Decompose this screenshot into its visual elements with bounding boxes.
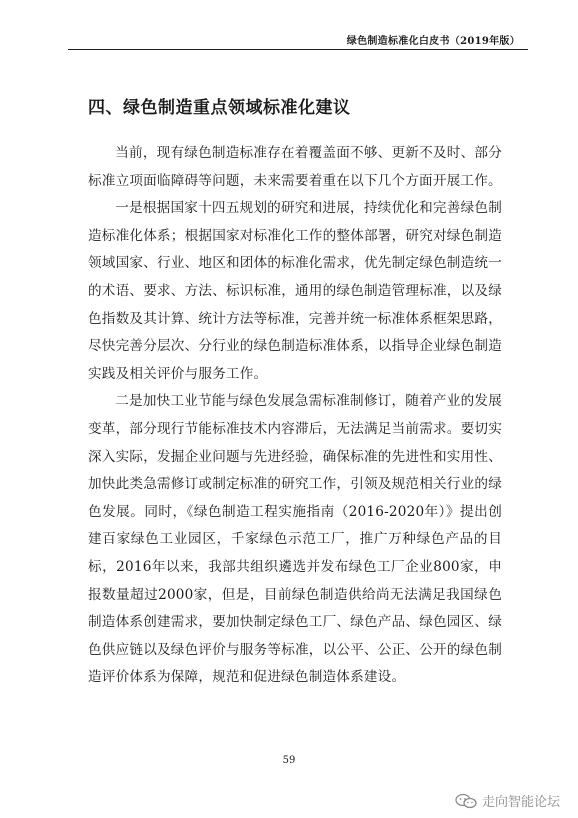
paragraph-second: 二是加快工业节能与绿色发展急需标准制修订，随着产业的发展变革，部分现行节能标准技术内容滞后，无法满足当前需求。要切实深入实际，发掘企业问题与先进经验，确保标准的先进性和实用性、加快此类急需修订或制定标准的研究工作，引领及规范相关行业的绿色发展。同时，《绿色制造工程实施指南（2016-2020年）》提出创建百家绿色工业园区，千家绿色示范工厂，推广万种绿色产品的目标，2016年以来，我部共组织遴选并发布绿色工厂企业800家，申报数量超过2000家，但是，目前绿色制造供给尚无法满足我国绿色制造体系创建需求，要加快制定绿色工厂、绿色产品、绿色园区、绿色供应链以及绿色评价与服务等标准，以公平、公正、公开的绿色制造评价体系为保障，规范和促进绿色制造体系建设。 <box>88 393 502 686</box>
wechat-icon <box>455 793 477 809</box>
page-number: 59 <box>282 755 296 766</box>
running-header: 绿色制造标准化白皮书（2019年版） <box>346 36 520 47</box>
section-heading: 四、绿色制造重点领域标准化建议 <box>88 98 351 118</box>
paragraph-first: 一是根据国家十四五规划的研究和进展，持续优化和完善绿色制造标准化体系；根据国家对标准化工作的整体部署，研究对绿色制造领域国家、行业、地区和团体的标准化需求，优先制定绿色制造统一的术语、要求、方法、标识标准，通用的绿色制造管理标准，以及绿色指数及其计算、统计方法等标准，完善并统一标准体系框架思路，尽快完善分层次、分行业的绿色制造标准体系，以指导企业绿色制造实践及相关评价与服务工作。 <box>88 200 502 382</box>
watermark-text: 走向智能论坛 <box>481 795 560 810</box>
header-divider <box>68 49 528 50</box>
body-text <box>88 140 502 692</box>
paragraph-intro: 当前，现有绿色制造标准存在着覆盖面不够、更新不及时、部分标准立项面临障碍等问题，未来需要着重在以下几个方面开展工作。 <box>88 145 502 189</box>
watermark <box>455 791 560 810</box>
